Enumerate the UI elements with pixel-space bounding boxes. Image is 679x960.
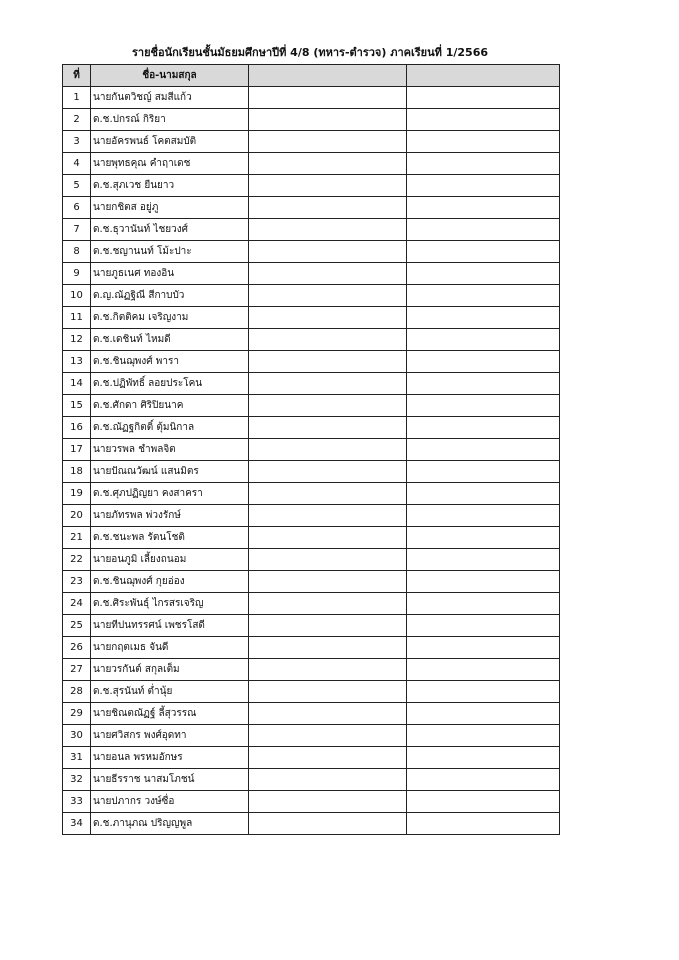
row-number: 19 — [63, 483, 91, 505]
blank-cell — [407, 791, 560, 813]
blank-cell — [249, 659, 407, 681]
student-name: ด.ช.สุรนันท์ ต่ำนุ้ย — [91, 681, 249, 703]
blank-cell — [249, 131, 407, 153]
table-row — [63, 285, 560, 307]
table-row — [63, 131, 560, 153]
row-number: 5 — [63, 175, 91, 197]
row-number: 7 — [63, 219, 91, 241]
table-row — [63, 505, 560, 527]
row-number: 32 — [63, 769, 91, 791]
blank-cell — [249, 219, 407, 241]
student-name: ด.ช.ชินฌุพงศ์ กุยอ่อง — [91, 571, 249, 593]
blank-cell — [249, 175, 407, 197]
blank-cell — [407, 527, 560, 549]
student-name: นายภูธเนศ ทองอิน — [91, 263, 249, 285]
table-row — [63, 439, 560, 461]
student-name: ด.ช.ชนะพล รัตนโชติ — [91, 527, 249, 549]
row-number: 6 — [63, 197, 91, 219]
blank-cell — [407, 87, 560, 109]
student-name: นายอนภูมิ เลี้ยงถนอม — [91, 549, 249, 571]
blank-cell — [407, 131, 560, 153]
blank-cell — [407, 175, 560, 197]
student-name: ด.ช.สุภเวช ยืนยาว — [91, 175, 249, 197]
blank-cell — [249, 769, 407, 791]
blank-cell — [249, 87, 407, 109]
row-number: 34 — [63, 813, 91, 835]
blank-cell — [407, 263, 560, 285]
blank-cell — [249, 571, 407, 593]
header-name: ชื่อ-นามสกุล — [91, 65, 249, 87]
blank-cell — [249, 483, 407, 505]
blank-cell — [249, 241, 407, 263]
table-row — [63, 725, 560, 747]
student-name: นายทีปนทรรศน์ เพชรโสดี — [91, 615, 249, 637]
row-number: 16 — [63, 417, 91, 439]
table-row — [63, 307, 560, 329]
blank-cell — [249, 791, 407, 813]
blank-cell — [249, 681, 407, 703]
table-row — [63, 813, 560, 835]
row-number: 25 — [63, 615, 91, 637]
table-row — [63, 219, 560, 241]
table-header-row — [63, 65, 560, 87]
table-row — [63, 681, 560, 703]
table-row — [63, 593, 560, 615]
row-number: 20 — [63, 505, 91, 527]
blank-cell — [249, 329, 407, 351]
table-row — [63, 175, 560, 197]
blank-cell — [249, 417, 407, 439]
table-row — [63, 637, 560, 659]
row-number: 12 — [63, 329, 91, 351]
student-name: ด.ช.ชินฌุพงศ์ พารา — [91, 351, 249, 373]
row-number: 8 — [63, 241, 91, 263]
student-name: นายปภากร วงษ์ซื่อ — [91, 791, 249, 813]
student-name: ด.ช.ชญานนท์ โม้ะปาะ — [91, 241, 249, 263]
blank-cell — [249, 351, 407, 373]
blank-cell — [249, 395, 407, 417]
blank-cell — [407, 571, 560, 593]
student-name: นายธีรราช นาสมโภชน์ — [91, 769, 249, 791]
blank-cell — [249, 439, 407, 461]
student-name: นายวรกันต์ สกุลเต็ม — [91, 659, 249, 681]
blank-cell — [407, 307, 560, 329]
blank-cell — [407, 241, 560, 263]
blank-cell — [249, 637, 407, 659]
table-row — [63, 263, 560, 285]
table-row — [63, 395, 560, 417]
table-row — [63, 241, 560, 263]
row-number: 24 — [63, 593, 91, 615]
blank-cell — [407, 813, 560, 835]
blank-cell — [407, 285, 560, 307]
student-name: ด.ญ.ณัฏฐิณี สีกาบบัว — [91, 285, 249, 307]
row-number: 30 — [63, 725, 91, 747]
table-row — [63, 373, 560, 395]
row-number: 17 — [63, 439, 91, 461]
student-name: นายปัณณวัฒน์ แสนมิตร — [91, 461, 249, 483]
table-row — [63, 571, 560, 593]
blank-cell — [249, 747, 407, 769]
table-row — [63, 549, 560, 571]
student-name: นายภัทรพล พ่วงรักษ์ — [91, 505, 249, 527]
table-row — [63, 659, 560, 681]
table-row — [63, 329, 560, 351]
blank-cell — [407, 659, 560, 681]
blank-cell — [249, 549, 407, 571]
table-row — [63, 153, 560, 175]
blank-cell — [249, 725, 407, 747]
blank-cell — [407, 549, 560, 571]
student-name: นายศวิสกร พงศ์อุดทา — [91, 725, 249, 747]
blank-cell — [407, 747, 560, 769]
header-number: ที่ — [63, 65, 91, 87]
row-number: 9 — [63, 263, 91, 285]
blank-cell — [407, 703, 560, 725]
row-number: 27 — [63, 659, 91, 681]
blank-cell — [249, 703, 407, 725]
row-number: 10 — [63, 285, 91, 307]
blank-cell — [249, 153, 407, 175]
table-row — [63, 417, 560, 439]
table-row — [63, 461, 560, 483]
blank-cell — [407, 505, 560, 527]
table-row — [63, 527, 560, 549]
student-name: ด.ช.ปกรณ์ กิริยา — [91, 109, 249, 131]
blank-cell — [249, 373, 407, 395]
student-name: นายกฤตเมธ จันดี — [91, 637, 249, 659]
row-number: 3 — [63, 131, 91, 153]
blank-cell — [249, 615, 407, 637]
table-row — [63, 769, 560, 791]
table-body — [63, 87, 560, 835]
blank-cell — [407, 461, 560, 483]
blank-cell — [407, 197, 560, 219]
table-row — [63, 87, 560, 109]
row-number: 23 — [63, 571, 91, 593]
blank-cell — [407, 615, 560, 637]
student-name: ด.ช.ศุภปฏิญยา คงสาครา — [91, 483, 249, 505]
blank-cell — [249, 307, 407, 329]
student-name: นายกชิตส อยู่ภู — [91, 197, 249, 219]
row-number: 13 — [63, 351, 91, 373]
table-row — [63, 197, 560, 219]
student-name: ด.ช.กิตติคม เจริญงาม — [91, 307, 249, 329]
blank-cell — [407, 219, 560, 241]
student-name: ด.ช.ภานุภณ ปริญญพูล — [91, 813, 249, 835]
student-name: นายกันตวิชญ์ สมสีแก้ว — [91, 87, 249, 109]
blank-cell — [407, 351, 560, 373]
blank-cell — [249, 109, 407, 131]
blank-cell — [407, 681, 560, 703]
blank-cell — [407, 417, 560, 439]
table-row — [63, 791, 560, 813]
blank-cell — [407, 109, 560, 131]
row-number: 4 — [63, 153, 91, 175]
table-row — [63, 109, 560, 131]
blank-cell — [407, 153, 560, 175]
student-name: ด.ช.ปฏิพัทธิ์ ลอยประโคน — [91, 373, 249, 395]
row-number: 15 — [63, 395, 91, 417]
row-number: 21 — [63, 527, 91, 549]
row-number: 28 — [63, 681, 91, 703]
student-name: ด.ช.เดชินท์ ไหมดี — [91, 329, 249, 351]
blank-cell — [249, 461, 407, 483]
header-blank-column — [249, 65, 407, 87]
row-number: 33 — [63, 791, 91, 813]
table-row — [63, 747, 560, 769]
student-name: นายอัครพนธ์ โคตสมบัติ — [91, 131, 249, 153]
table-row — [63, 483, 560, 505]
row-number: 31 — [63, 747, 91, 769]
row-number: 18 — [63, 461, 91, 483]
student-name: ด.ช.ศักดา ศิริปิยนาค — [91, 395, 249, 417]
blank-cell — [249, 285, 407, 307]
blank-cell — [407, 329, 560, 351]
table-row — [63, 351, 560, 373]
student-name: ด.ช.ศิระพันธุ์ ไกรสรเจริญ — [91, 593, 249, 615]
blank-cell — [249, 505, 407, 527]
row-number: 22 — [63, 549, 91, 571]
student-name: ด.ช.ณัฏฐกิตติ์ ตุ้มนิกาล — [91, 417, 249, 439]
blank-cell — [407, 483, 560, 505]
blank-cell — [407, 769, 560, 791]
row-number: 29 — [63, 703, 91, 725]
student-roster-table — [62, 64, 560, 835]
blank-cell — [249, 197, 407, 219]
blank-cell — [407, 725, 560, 747]
table-row — [63, 615, 560, 637]
header-blank-column — [407, 65, 560, 87]
student-name: นายวรพล ชำพลจิต — [91, 439, 249, 461]
row-number: 11 — [63, 307, 91, 329]
blank-cell — [407, 395, 560, 417]
student-name: นายพุทธคุณ คำฤาเดช — [91, 153, 249, 175]
student-name: ด.ช.ธุวานันท์ ไชยวงศ์ — [91, 219, 249, 241]
blank-cell — [407, 439, 560, 461]
row-number: 14 — [63, 373, 91, 395]
row-number: 1 — [63, 87, 91, 109]
student-name: นายชิณตณัฏฐ์ ลี้สุวรรณ — [91, 703, 249, 725]
row-number: 26 — [63, 637, 91, 659]
blank-cell — [407, 593, 560, 615]
student-name: นายอนล พรหมอักษร — [91, 747, 249, 769]
blank-cell — [407, 373, 560, 395]
blank-cell — [249, 263, 407, 285]
table-row — [63, 703, 560, 725]
blank-cell — [249, 593, 407, 615]
document-title: รายชื่อนักเรียนชั้นมัธยมศึกษาปีที่ 4/8 (ทหาร-ตำรวจ) ภาคเรียนที่ 1/2566 — [131, 46, 489, 59]
row-number: 2 — [63, 109, 91, 131]
blank-cell — [249, 527, 407, 549]
blank-cell — [249, 813, 407, 835]
blank-cell — [407, 637, 560, 659]
